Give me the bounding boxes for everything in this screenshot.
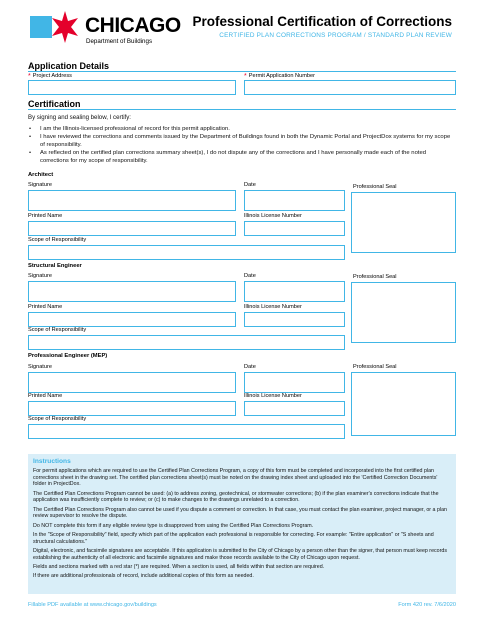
structural-scope-label: Scope of Responsibility <box>28 327 87 333</box>
architect-scope-label: Scope of Responsibility <box>28 237 87 243</box>
architect-scope-input[interactable] <box>28 245 345 260</box>
structural-section-title: Structural Engineer <box>28 263 82 269</box>
architect-signature-input[interactable] <box>28 190 236 211</box>
structural-date-input[interactable] <box>244 281 345 302</box>
required-star-icon: * <box>28 73 31 80</box>
structural-signature-label: Signature <box>28 273 52 279</box>
mep-seal-label: Professional Seal <box>353 364 397 370</box>
instructions-paragraph: Fields and sections marked with a red star (*) are required. When a section is used, all fields within that section are required. <box>33 564 325 570</box>
certification-bullet: • I am the Illinois-licensed professional of record for this permit application. <box>28 125 456 133</box>
instructions-paragraph: Digital, electronic, and facsimile signatures are acceptable. If this application is submitted to the City of Chicago by a person other than the signer, that person must keep records establishing the authenticity of all electronic and facsimile signatures and make those records available to the City of Chicago upon request. <box>33 548 447 561</box>
permit-number-input[interactable] <box>244 80 456 95</box>
certification-list <box>28 125 456 165</box>
structural-date-label: Date <box>244 273 256 279</box>
structural-signature-input[interactable] <box>28 281 236 302</box>
mep-seal-box[interactable] <box>351 372 456 436</box>
application-heading: Application Details <box>28 61 110 71</box>
form-subtitle: CERTIFIED PLAN CORRECTIONS PROGRAM / STANDARD PLAN REVIEW <box>219 32 452 39</box>
logo-dept: Department of Buildings <box>86 38 153 45</box>
structural-license-input[interactable] <box>244 312 345 327</box>
permit-number-label: * Permit Application Number <box>244 73 315 80</box>
project-address-label: * Project Address <box>28 73 72 80</box>
mep-date-input[interactable] <box>244 372 345 393</box>
project-address-input[interactable] <box>28 80 236 95</box>
instructions-panel <box>28 454 456 594</box>
architect-signature-label: Signature <box>28 182 52 188</box>
mep-section-title: Professional Engineer (MEP) <box>28 353 108 359</box>
application-rule <box>28 71 456 72</box>
structural-printed-name-label: Printed Name <box>28 304 63 310</box>
logo-city: CHICAGO <box>85 14 181 37</box>
instructions-paragraph: For permit applications which are required to use the Certified Plan Corrections Program, a copy of this form must be completed and incorporated into the first certified plan corrections sheet in the drawing set. The certified plan corrections sheet(s) must be noted on the drawing index sheet and uploaded into the 'Certified Correction Documents' folder in ProjectDox. <box>33 468 438 488</box>
instructions-paragraph: In the "Scope of Responsibility" field, specify which part of the application each professional is responsible for correcting. For example: "Entire application" or "S sheets and structural calculations." <box>33 532 434 545</box>
mep-scope-label: Scope of Responsibility <box>28 416 87 422</box>
form-title: Professional Certification of Corrections <box>192 14 452 29</box>
mep-license-input[interactable] <box>244 401 345 416</box>
structural-seal-box[interactable] <box>351 282 456 343</box>
mep-license-label: Illinois License Number <box>244 393 302 399</box>
instructions-paragraph: Do NOT complete this form if any eligible review type is disapproved from using the Certified Plan Corrections Program. <box>33 522 314 529</box>
instructions-paragraph: The Certified Plan Corrections Program cannot be used: (a) to address zoning, geotechnical, or stormwater corrections; (b) if the plan examiner's corrections indicate that the application was insufficiently complete to review; or (c) to make changes to the drawings unrelated to a correction. <box>33 490 439 504</box>
architect-printed-name-label: Printed Name <box>28 213 63 219</box>
architect-license-label: Illinois License Number <box>244 213 302 219</box>
mep-scope-input[interactable] <box>28 424 345 439</box>
architect-section-title: Architect <box>28 172 54 178</box>
certification-bullet: • I have reviewed the corrections and comments issued by the Department of Buildings found in both the Dynamic Portal and ProjectDox systems for my scope of responsibility. <box>28 133 456 149</box>
architect-seal-box[interactable] <box>351 192 456 253</box>
page-header <box>0 0 480 60</box>
certification-heading: Certification <box>28 99 81 109</box>
mep-printed-name-input[interactable] <box>28 401 236 416</box>
required-star-icon: * <box>244 73 247 80</box>
mep-signature-input[interactable] <box>28 372 236 393</box>
structural-printed-name-input[interactable] <box>28 312 236 327</box>
instructions-heading: Instructions <box>33 458 71 465</box>
footer-form-number: Form 420 rev. 7/6/2020 <box>398 602 456 608</box>
certification-bullet: • As reflected on the certified plan corrections summary sheet(s), I do not dispute any of the corrections and I have personally made each of the noted corrections for my scope of responsibility. <box>28 149 456 165</box>
chicago-star-icon <box>50 10 80 44</box>
structural-seal-label: Professional Seal <box>353 274 397 280</box>
structural-license-label: Illinois License Number <box>244 304 302 310</box>
architect-license-input[interactable] <box>244 221 345 236</box>
instructions-paragraph: The Certified Plan Corrections Program also cannot be used if you dispute a comment or correction. In that case, you must contact the plan examiner, project manager, or a plan review supervisor to resolve the dispute. <box>33 506 447 520</box>
structural-scope-input[interactable] <box>28 335 345 350</box>
chicago-flag-bar <box>30 16 52 38</box>
certification-intro: By signing and sealing below, I certify: <box>28 114 131 121</box>
footer-link[interactable]: Fillable PDF available at www.chicago.gov/buildings <box>28 602 157 608</box>
certification-rule <box>28 109 456 110</box>
architect-date-input[interactable] <box>244 190 345 211</box>
architect-date-label: Date <box>244 182 256 188</box>
instructions-paragraph: If there are additional professionals of record, include additional copies of this form as needed. <box>33 573 254 580</box>
mep-printed-name-label: Printed Name <box>28 393 63 399</box>
architect-seal-label: Professional Seal <box>353 184 397 190</box>
mep-signature-label: Signature <box>28 364 52 370</box>
mep-date-label: Date <box>244 364 256 370</box>
architect-printed-name-input[interactable] <box>28 221 236 236</box>
